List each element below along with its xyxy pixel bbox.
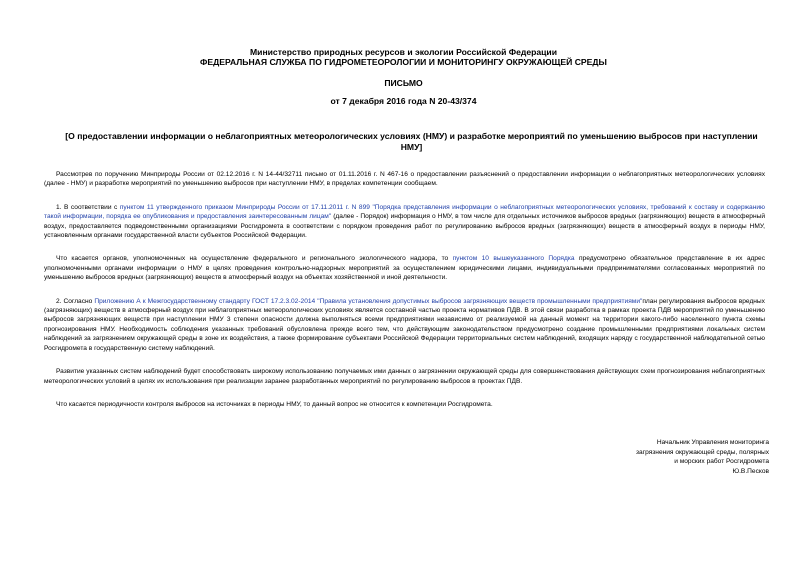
document-body xyxy=(44,170,765,423)
paragraph-1: Рассмотрев по поручению Минприроды России от 02.12.2016 г. N 14-44/32711 письмо от 01.11.2016 г. N 467-16 о предоставлении разъяснений о предоставлении информации о неблагоприятных метеорологических условиях (далее - НМУ) и разработке мероприятий по уменьшению выбросов при наступлении НМУ, в пределах компетенции сообщаем. xyxy=(44,171,765,188)
paragraph-2 xyxy=(44,203,765,241)
paragraph-4 xyxy=(44,297,765,353)
procedure-link[interactable]: "Порядка представления информации о неблагоприятных метеорологических условиях, требований к составу и содержанию такой информации, порядка ее опубликования и предоставления заинтересованным лицам" xyxy=(44,203,765,221)
procedure-clause-10-link[interactable]: пунктом 10 вышеуказанного Порядка xyxy=(452,255,575,263)
paragraph-4-text-a: 2. Согласно xyxy=(56,297,95,305)
signature-line-1: Начальник Управления мониторинга xyxy=(656,439,769,446)
service-name: ФЕДЕРАЛЬНАЯ СЛУЖБА ПО ГИДРОМЕТЕОРОЛОГИИ И МОНИТОРИНГУ ОКРУЖАЮЩЕЙ СРЕДЫ xyxy=(200,57,607,68)
paragraph-2-text-a: 1. В соответствии с xyxy=(56,203,120,211)
paragraph-3-text-b: предусмотрено обязательное представление в их адрес уполномоченными органами информации о НМУ в целях проведения контрольно-надзорных мероприятий за осуществлением юридическими лицами, индивидуальными предпринимателями согласованных мероприятий по уменьшению выбросов вредных (загрязняющих) веществ в атмосферный воздух на объектах хозяйственной и иной деятельности. xyxy=(44,255,765,282)
paragraph-6: Что касается периодичности контроля выбросов на источниках в периоды НМУ, то данный вопрос не относится к компетенции Росгидромета. xyxy=(56,400,493,408)
document-type: ПИСЬМО xyxy=(384,77,423,88)
signature-line-3: и морских работ Росгидромета xyxy=(674,458,769,465)
signature-block xyxy=(560,438,769,476)
ministry-name: Министерство природных ресурсов и экологии Российской Федерации xyxy=(250,47,557,57)
document-subject: [О предоставлении информации о неблагоприятных метеорологических условиях (НМУ) и разработке мероприятий по уменьшению выбросов при наступлении НМУ] xyxy=(65,131,758,152)
document-date-number: от 7 декабря 2016 года N 20-43/374 xyxy=(330,96,477,107)
gost-rules-link[interactable]: "Правила установления допустимых выбросов загрязняющих веществ промышленными предприятиями" xyxy=(317,297,643,305)
document-header xyxy=(0,47,807,107)
order-899-link[interactable]: пунктом 11 утвержденного приказом Минприроды России от 17.11.2011 г. N 899 xyxy=(119,203,370,211)
signatory-name: Ю.В.Песков xyxy=(732,467,769,475)
paragraph-3 xyxy=(44,254,765,282)
paragraph-2-text-c: (далее - Порядок) информация о НМУ, в том числе для отдельных источников выбросов вредных (загрязняющих) веществ в атмосферный воздух, предоставляется подведомственными организациями Росгидромета в соответствии с порядком проведения работ по регулированию выбросов вредных (загрязняющих) веществ в атмосферный воздух в периоды НМУ, установленным органами государственной власти субъектов Российской Федерации. xyxy=(44,213,766,240)
signature-line-2: загрязнения окружающей среды, полярных xyxy=(636,448,769,456)
paragraph-5: Развитие указанных систем наблюдений будет способствовать широкому использованию получаемых ими данных о загрязнении окружающей среды для совершенствования действующих схем прогнозирования неблагоприятных метеорологических условий в целях их использования при реализации заранее разработанных мероприятий по регулированию выбросов в проектах ПДВ. xyxy=(44,368,765,385)
paragraph-4-text-c: план регулирования выбросов вредных (загрязняющих) веществ в атмосферный воздух при неблагоприятных метеорологических условиях является составной частью проекта нормативов ПДВ. В этой связи разработка в рамках проекта ПДВ мероприятий по уменьшению выбросов загрязняющих веществ при наступлении НМУ 3 степени опасности должна выполняться всеми предприятиями независимо от реализуемой на данный момент на территории какого-либо населенного пункта схемы прогнозирования НМУ. Необходимость соблюдения указанных требований обусловлена прежде всего тем, что действующим законодательством предусмотрено создание промышленными предприятиями локальных систем наблюдений за загрязнением окружающей среды в зоне их воздействия, а также формирование субъектами Российской Федерации территориальных систем наблюдений, входящих наряду с государственной наблюдательной сетью Росгидромета в государственную систему наблюдений. xyxy=(44,297,765,352)
gost-appendix-link[interactable]: Приложению А к Межгосударственному стандарту ГОСТ 17.2.3.02-2014 xyxy=(94,297,316,305)
paragraph-3-text-a: Что касается органов, уполномоченных на осуществление федерального и регионального экологического надзора, то xyxy=(56,255,453,263)
